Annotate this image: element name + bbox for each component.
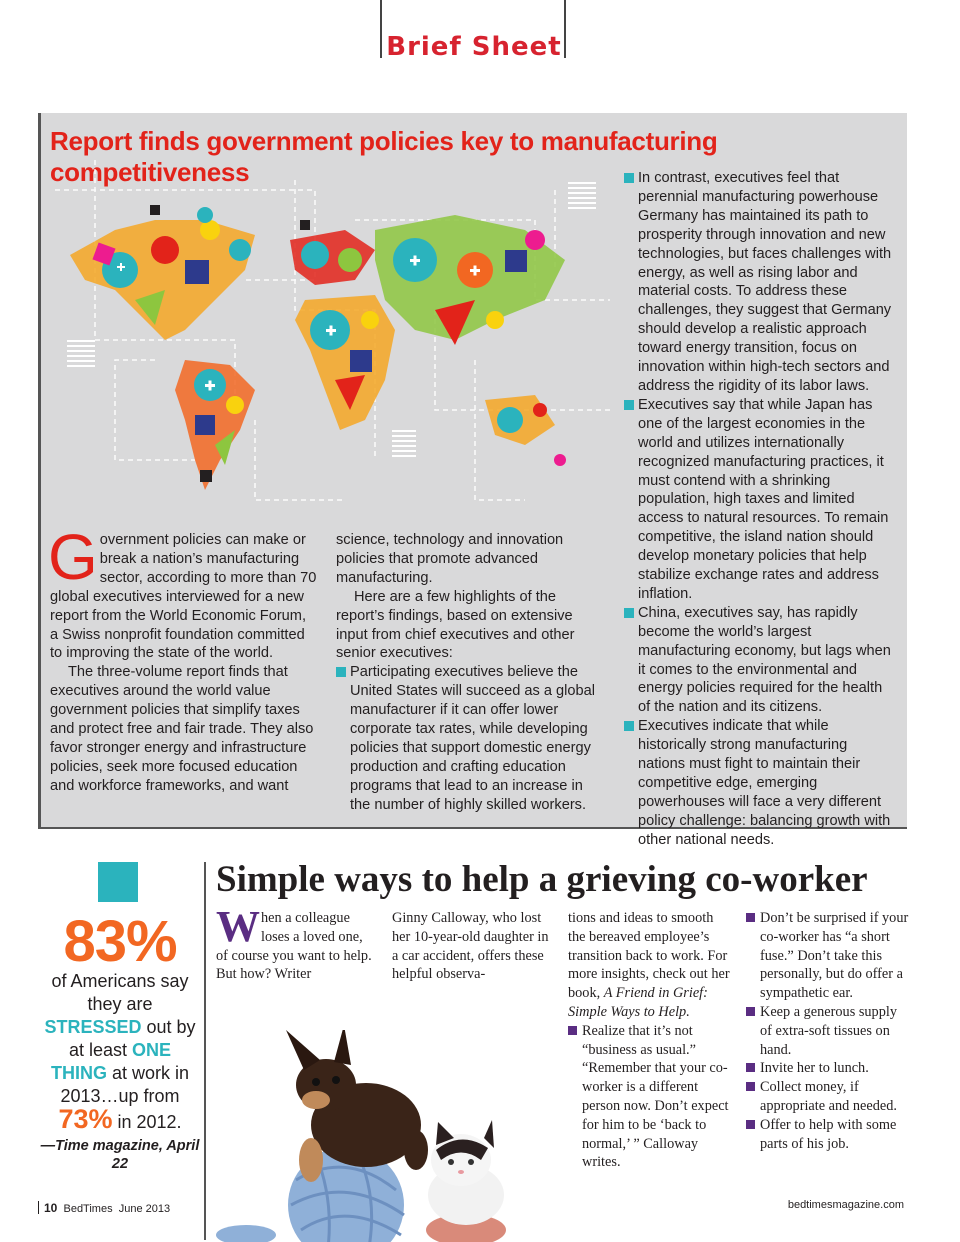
grief-bullet-business: Realize that it’s not “business as usual.” “Remember that your co-worker is a different person now. Don’t expect for him to be ‘back to normal,’ ” Calloway writes. bbox=[568, 1022, 732, 1172]
report-headline: Report finds government policies key to manufacturing competitiveness bbox=[50, 126, 718, 187]
stat-one-thing: ONE THING bbox=[50, 1040, 172, 1083]
grief-bullet-job: Offer to help with some parts of his job. bbox=[746, 1116, 910, 1154]
book-title: A Friend in Grief: Simple Ways to Help. bbox=[568, 985, 708, 1020]
footer-rule bbox=[38, 1201, 39, 1214]
asia-australia-shape-cluster bbox=[375, 215, 566, 466]
website-url[interactable]: bedtimesmagazine.com bbox=[787, 1199, 904, 1211]
issue-date: June 2013 bbox=[118, 1203, 171, 1215]
south-america-shape-cluster bbox=[175, 360, 255, 490]
teal-bullet-icon bbox=[624, 400, 634, 410]
header-divider-right bbox=[564, 0, 566, 58]
report-col2-paragraph-1: science, technology and innovation policies that promote advanced manufacturing. bbox=[336, 532, 564, 586]
stat-attribution: —Time magazine, April 22 bbox=[40, 1138, 200, 1172]
stat-83-percent: 83% bbox=[63, 909, 177, 974]
dropcap-g: G bbox=[48, 521, 98, 593]
report-column-2 bbox=[336, 531, 602, 815]
grief-bullet-fuse: Don’t be surprised if your co-worker has “a short fuse.” Don’t take this personally, but do offer a sympathetic ear. bbox=[746, 909, 910, 1003]
purple-bullet-icon bbox=[746, 1007, 755, 1016]
north-america-shape-cluster bbox=[70, 205, 255, 340]
purple-bullet-icon bbox=[568, 1026, 577, 1035]
magazine-name: BedTimes bbox=[63, 1203, 113, 1215]
report-col1-paragraph-1: overnment policies can make or break a nation’s manufacturing sector, according to more than 70 global executives interviewed for a new report from the World Economic Forum, a Swiss nonprofit foundation committed to improving the state of the world. bbox=[50, 532, 317, 662]
report-col1-paragraph-2: The three-volume report finds that executives around the world value government policies that simplify taxes and protect free and fair trade. They also favor stronger energy and infrastructure policies, seek more focused education and workforce frameworks, and want bbox=[50, 664, 314, 794]
teal-bullet-icon bbox=[336, 667, 346, 677]
puppy-kitten-yarn-photo bbox=[216, 1030, 560, 1242]
dropcap-w: W bbox=[216, 902, 260, 951]
stat-stressed: STRESSED bbox=[44, 1017, 142, 1037]
purple-bullet-icon bbox=[746, 913, 755, 922]
section-divider bbox=[204, 862, 206, 1240]
grief-column-4 bbox=[746, 909, 910, 1153]
purple-bullet-icon bbox=[746, 1063, 755, 1072]
world-map-illustration bbox=[55, 160, 610, 520]
report-bullet-china: China, executives say, has rapidly become the world’s largest manufacturing economy, but lags when it comes to the environmental and energy policies required for the health of the nation and its citizens. bbox=[624, 604, 894, 717]
section-title: Brief Sheet bbox=[386, 32, 562, 62]
purple-bullet-icon bbox=[746, 1082, 755, 1091]
footer-folio bbox=[44, 1201, 170, 1215]
report-col2-paragraph-2: Here are a few highlights of the report’s findings, based on extensive input from chief executives and other senior executives: bbox=[336, 588, 575, 662]
purple-bullet-icon bbox=[746, 1120, 755, 1129]
teal-square-icon bbox=[98, 862, 138, 902]
report-column-3 bbox=[624, 169, 894, 850]
grief-column-1: When a colleague loses a loved one, of course you want to help. But how? Writer bbox=[216, 902, 372, 983]
teal-bullet-icon bbox=[624, 173, 634, 183]
report-bullet-germany: In contrast, executives feel that perennial manufacturing powerhouse Germany has maintained its path to prosperity through innovation and new technologies, but faces challenges with energy, as well as rising labor and material costs. To address these challenges, they suggest that Germany should develop a realistic approach toward energy transition, focus on innovation within high-tech sectors and address the rigidity of its labor laws. bbox=[624, 169, 894, 396]
report-bullet-japan: Executives say that while Japan has one of the largest economies in the world and utilizes internationally recognized manufacturing practices, it must contend with a shrinking population, high taxes and limited access to natural resources. To remain competitive, the island nation should develop monetary policies that help stabilize exchange rates and address inflation. bbox=[624, 396, 894, 604]
teal-bullet-icon bbox=[624, 608, 634, 618]
stat-description: of Americans say they are STRESSED out by at least ONE THING at work in 2013…up from 73% in 2012. bbox=[44, 971, 196, 1134]
page-number: 10 bbox=[44, 1201, 58, 1215]
teal-bullet-icon bbox=[624, 721, 634, 731]
stat-73-percent: 73% bbox=[58, 1104, 113, 1134]
grief-column-2: Ginny Calloway, who lost her 10-year-old daughter in a car accident, offers these helpful observa- bbox=[392, 910, 549, 983]
report-column-1 bbox=[48, 521, 318, 796]
grief-column-3: tions and ideas to smooth the bereaved employee’s transition back to work. For more insights, check out her book, A Friend in Grief: Simple Ways to Help. Realize that it’s not “business as usual.” “Remember that your co-worker is a different person now. Don’t expect for him to be ‘back to normal,’ ” Calloway writes. bbox=[568, 909, 732, 1172]
grief-bullet-tissues: Keep a generous supply of extra-soft tissues on hand. bbox=[746, 1003, 910, 1059]
article-title: Simple ways to help a grieving co-worker bbox=[216, 859, 868, 900]
header-divider-left bbox=[380, 0, 382, 58]
report-bullet-emerging: Executives indicate that while historically strong manufacturing nations must fight to maintain their competitive edge, emerging powerhouses will face a very different policy challenge: balancing growth with other national needs. bbox=[624, 717, 894, 849]
grief-bullet-money: Collect money, if appropriate and needed. bbox=[746, 1078, 910, 1116]
grief-bullet-lunch: Invite her to lunch. bbox=[746, 1059, 910, 1078]
report-bullet-united-states: Participating executives believe the United States will succeed as a global manufacturer if it can offer lower corporate tax rates, while developing policies that support domestic energy production and crafting education programs that lead to an increase in the number of highly skilled workers. bbox=[336, 663, 602, 814]
